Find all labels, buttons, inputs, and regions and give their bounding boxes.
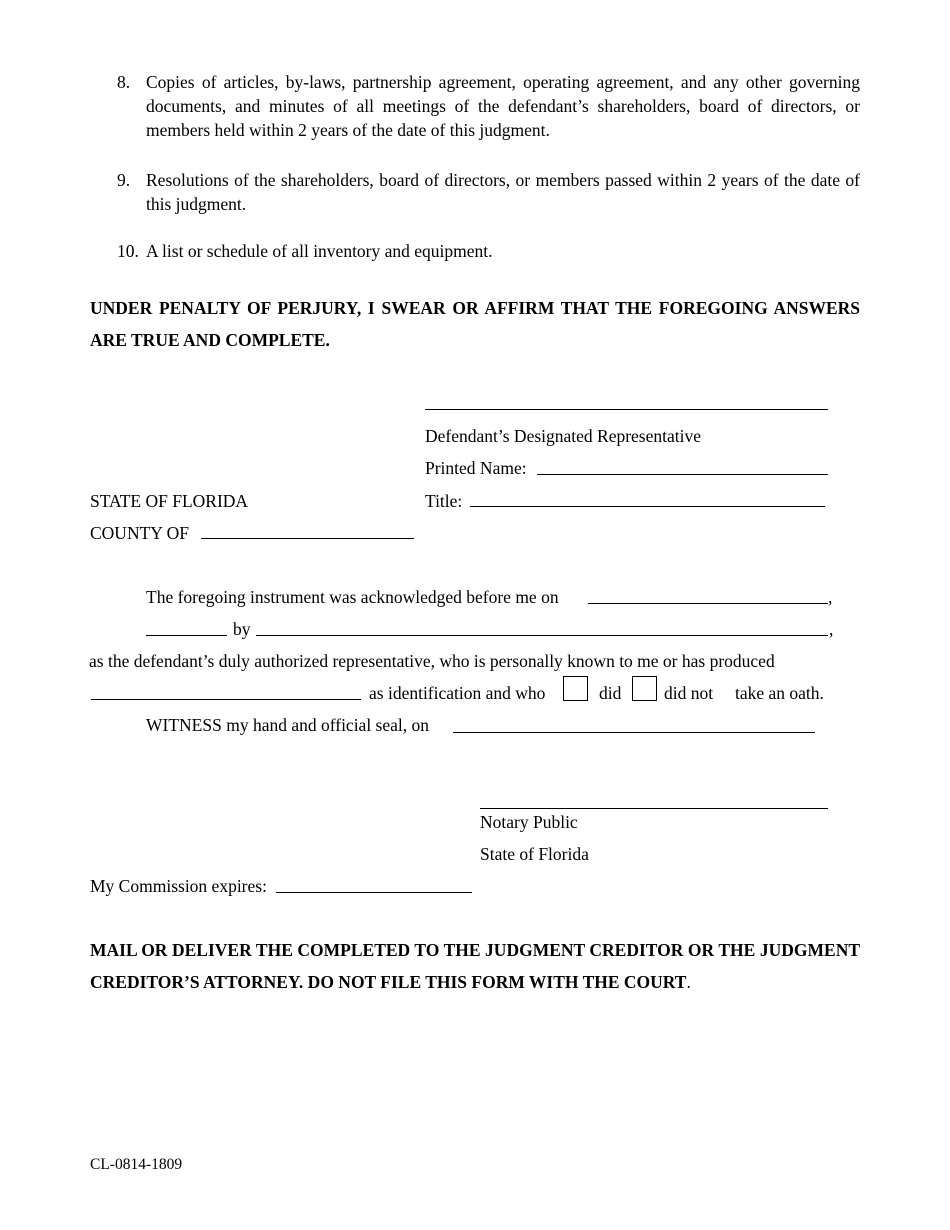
item-number: 8.: [117, 72, 131, 92]
did-checkbox[interactable]: [563, 676, 588, 701]
printed-name-label: Printed Name:: [425, 458, 527, 478]
did-not-checkbox[interactable]: [632, 676, 657, 701]
signature-line[interactable]: [425, 409, 828, 410]
printed-name-field[interactable]: [537, 474, 828, 475]
county-field[interactable]: [201, 538, 414, 539]
mail-notice-period: .: [686, 972, 691, 992]
notary-state: State of Florida: [480, 844, 589, 864]
title-field[interactable]: [470, 506, 825, 507]
commission-field[interactable]: [276, 892, 472, 893]
item-text: Copies of articles, by-laws, partnership agreement, operating agreement, and any other governing documents, and minutes of all meetings of the defendant’s shareholders, board of directors, or members held within 2 years of the date of this judgment.: [146, 72, 860, 140]
county-label: COUNTY OF: [90, 523, 190, 543]
comma: ,: [829, 619, 834, 639]
form-id: CL-0814-1809: [90, 1156, 183, 1173]
item-number: 9.: [117, 170, 131, 190]
witness-line: WITNESS my hand and official seal, on: [146, 715, 430, 735]
notary-signature-line[interactable]: [480, 808, 828, 809]
mail-notice-text: MAIL OR DELIVER THE COMPLETED TO THE JUDGMENT CREDITOR OR THE JUDGMENT CREDITOR’S ATTORNEY. DO NOT FILE THIS FORM WITH THE COURT: [90, 940, 860, 992]
did-label: did: [599, 683, 622, 703]
item-text: A list or schedule of all inventory and equipment.: [146, 241, 493, 261]
notary-title: Notary Public: [480, 812, 578, 832]
id-text: as identification and who: [369, 683, 546, 703]
mail-notice: [90, 934, 860, 998]
rep-label: Defendant’s Designated Representative: [425, 426, 702, 446]
by-label: by: [233, 619, 251, 639]
witness-date-field[interactable]: [453, 732, 815, 733]
item-number: 10.: [117, 241, 139, 261]
title-label: Title:: [425, 491, 463, 511]
ack-by-field[interactable]: [256, 635, 828, 636]
ack-year-field[interactable]: [146, 635, 227, 636]
item-text: Resolutions of the shareholders, board of directors, or members passed within 2 years of the date of this judgment.: [146, 170, 860, 214]
comma: ,: [828, 587, 833, 607]
identification-field[interactable]: [91, 699, 361, 700]
did-not-label: did not: [664, 683, 714, 703]
state-label: STATE OF FLORIDA: [90, 491, 249, 511]
ack-line-1: The foregoing instrument was acknowledged before me on: [146, 587, 559, 607]
perjury-oath: UNDER PENALTY OF PERJURY, I SWEAR OR AFFIRM THAT THE FOREGOING ANSWERS ARE TRUE AND COMPLETE.: [90, 298, 860, 350]
commission-label: My Commission expires:: [90, 876, 267, 896]
oath-text: take an oath.: [735, 683, 824, 703]
ack-line-3: as the defendant’s duly authorized representative, who is personally known to me or has produced: [89, 651, 775, 671]
ack-date-field[interactable]: [588, 603, 828, 604]
